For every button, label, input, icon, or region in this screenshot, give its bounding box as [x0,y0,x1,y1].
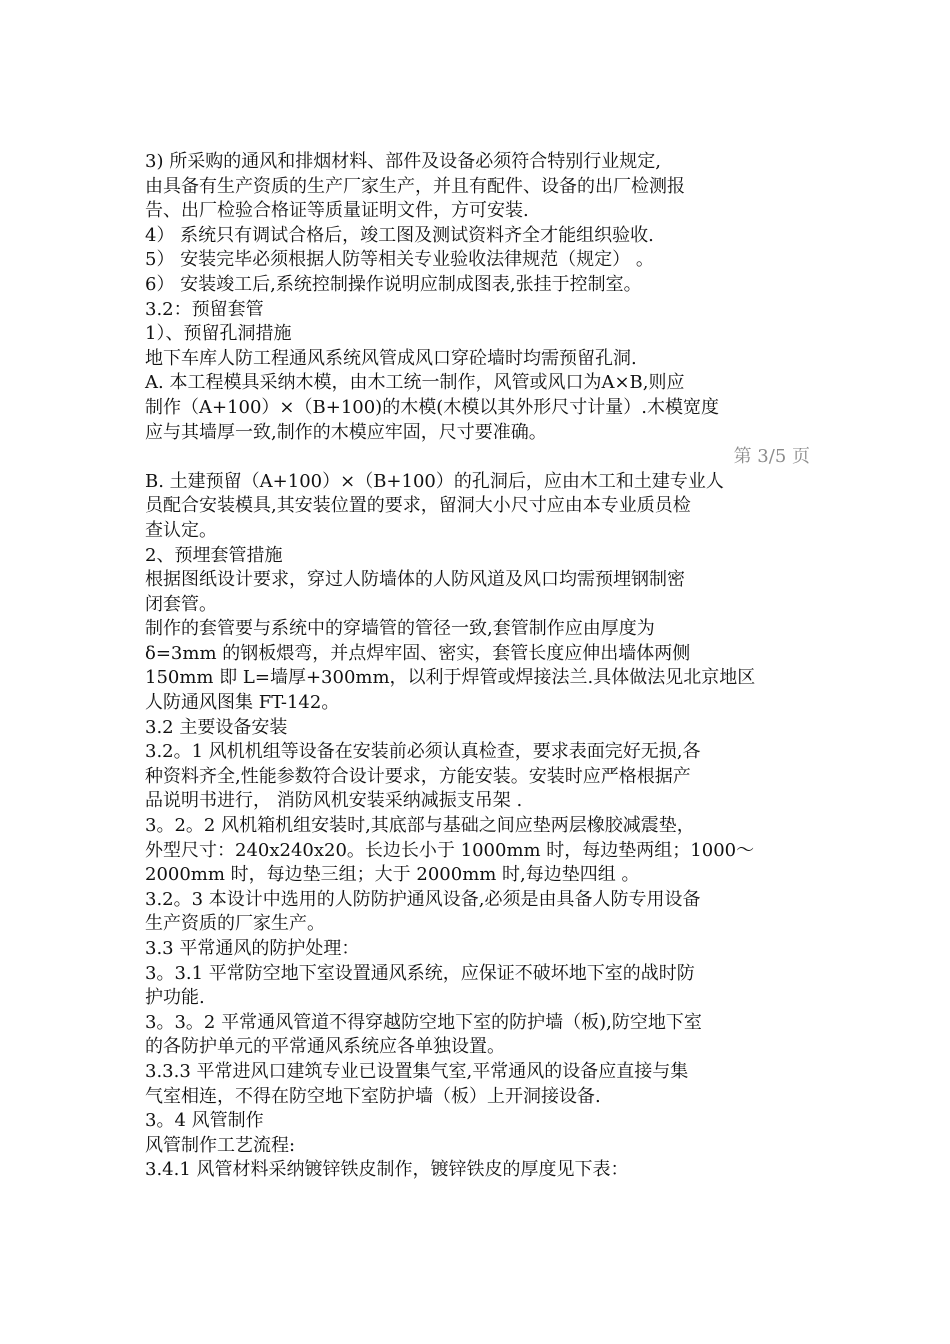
text-line: 制作（A+100）×（B+100)的木模(木模以其外形尺寸计量）.木模宽度 [145,396,719,418]
text-line: 3.4.1 风管材料采纳镀锌铁皮制作，镀锌铁皮的厚度见下表： [145,1159,629,1181]
section-heading: 3。4 风管制作 [145,1110,264,1132]
section-heading: 3.2 主要设备安装 [145,716,288,738]
text-line: 6） 安装竣工后,系统控制操作说明应制成图表,张挂于控制室。 [145,273,642,295]
text-line: 的各防护单元的平常通风系统应各单独设置。 [145,1036,505,1058]
text-line: 2000mm 时，每边垫三组；大于 2000mm 时,每边垫四组 。 [145,864,640,886]
section-heading: 3.3 平常通风的防护处理： [145,938,360,959]
text-line: 闭套管。 [145,593,217,615]
text-line: 3) 所采购的通风和排烟材料、部件及设备必须符合特别行业规定, [145,151,661,172]
subsection-heading: 1）、预留孔洞措施 [145,323,292,345]
text-line: 地下车库人防工程通风系统风管成风口穿砼墙时均需预留孔洞. [145,347,637,369]
text-block-after [145,470,810,1183]
text-line: 生产资质的厂家生产。 [145,913,325,935]
text-line: 护功能. [145,987,205,1009]
text-line: 由具备有生产资质的生产厂家生产，并且有配件、设备的出厂检测报 [145,175,685,197]
text-line: 人防通风图集 FT-142。 [145,692,340,714]
text-block-before [145,150,810,445]
page-number: 第 3/5 页 [733,446,810,468]
text-line: 3。2。2 风机箱机组安装时,其底部与基础之间应垫两层橡胶减震垫， [145,815,695,837]
text-line: 告、出厂检验合格证等质量证明文件，方可安装. [145,200,529,222]
text-line: 5） 安装完毕必须根据人防等相关专业验收法律规范（规定） 。 [145,249,654,271]
text-line: 制作的套管要与系统中的穿墙管的管径一致,套管制作应由厚度为 [145,618,655,640]
text-line: 种资料齐全,性能参数符合设计要求，方能安装。安装时应严格根据产 [145,765,691,787]
text-line: B. 土建预留（A+100）×（B+100）的孔洞后，应由木工和土建专业人 [145,470,724,492]
text-line: 3.3.3 平常进风口建筑专业已设置集气室,平常通风的设备应直接与集 [145,1060,689,1082]
section-heading: 3.2：预留套管 [145,298,264,320]
text-line: 3.2。3 本设计中选用的人防防护通风设备,必须是由具备人防专用设备 [145,888,701,910]
text-line: 3.2。1 风机机组等设备在安装前必须认真检查，要求表面完好无损,各 [145,741,701,763]
text-line: 3。3.1 平常防空地下室设置通风系统，应保证不破坏地下室的战时防 [145,962,695,984]
text-line: A. 本工程模具采纳木模，由木工统一制作，风管或风口为A×B,则应 [145,372,685,394]
text-line: 风管制作工艺流程: [145,1134,296,1156]
text-line: δ=3mm 的钢板煨弯，并点焊牢固、密实，套管长度应伸出墙体两侧 [145,642,691,664]
text-line: 查认定。 [145,519,217,541]
text-line: 应与其墙厚一致,制作的木模应牢固，尺寸要准确。 [145,421,547,443]
subsection-heading: 2、预埋套管措施 [145,544,283,566]
text-line: 外型尺寸：240x240x20。长边长小于 1000mm 时，每边垫两组；1000～ [145,839,755,861]
text-line: 3。3。2 平常通风管道不得穿越防空地下室的防护墙（板),防空地下室 [145,1011,702,1033]
document-page [145,150,810,1183]
text-line: 品说明书进行， 消防风机安装采纳减振支吊架 . [145,790,523,812]
text-line: 根据图纸设计要求，穿过人防墙体的人防风道及风口均需预埋钢制密 [145,569,685,591]
text-line: 员配合安装模具,其安装位置的要求，留洞大小尺寸应由本专业质员检 [145,495,691,517]
text-line: 4） 系统只有调试合格后，竣工图及测试资料齐全才能组织验收. [145,224,654,246]
text-line: 150mm 即 L=墙厚+300mm，以利于焊管或焊接法兰.具体做法见北京地区 [145,667,756,689]
text-line: 气室相连，不得在防空地下室防护墙（板）上开洞接设备. [145,1085,601,1107]
